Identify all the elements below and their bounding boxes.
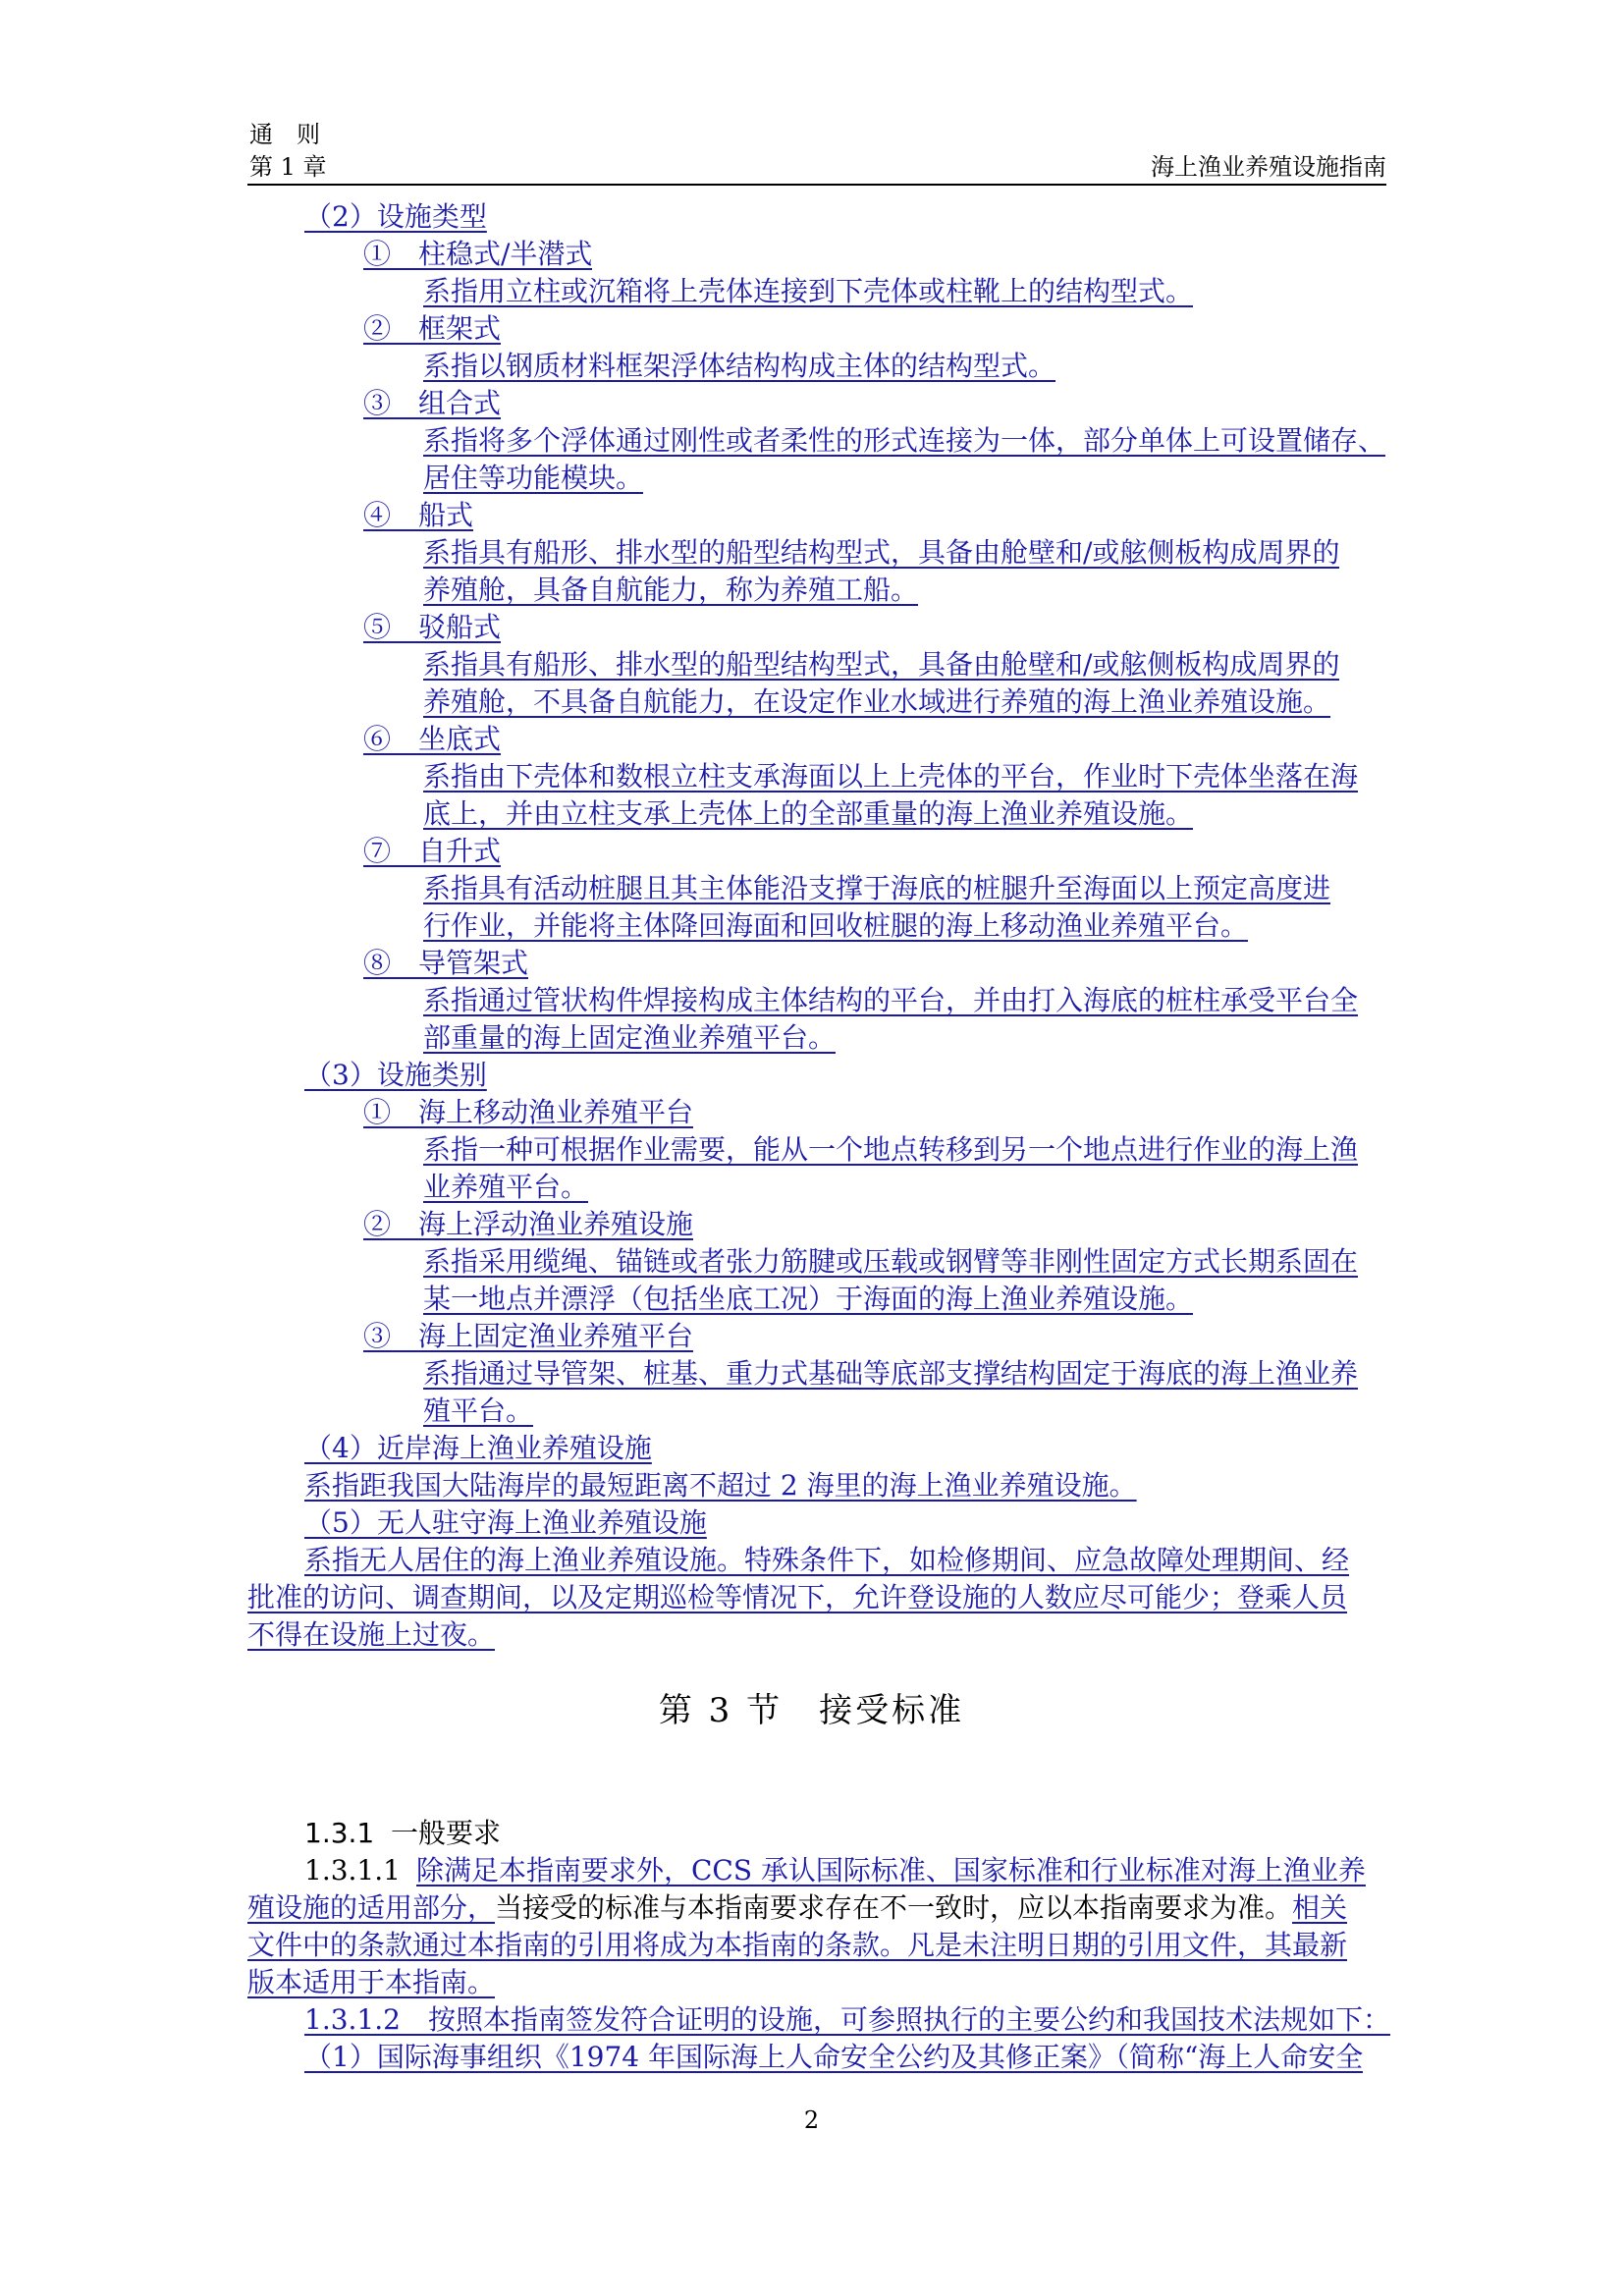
type-4-text-1: 系指具有船形、排水型的船型结构型式，具备由舱壁和/或舷侧板构成周界的 [423, 536, 1340, 569]
category-2-text-2: 某一地点并漂浮（包括坐底工况）于海面的海上渔业养殖设施。 [423, 1283, 1194, 1315]
heading-nearshore: （4）近岸海上渔业养殖设施 [304, 1432, 652, 1464]
category-1-text-2: 业养殖平台。 [423, 1171, 589, 1203]
type-5-text-1: 系指具有船形、排水型的船型结构型式，具备由舱壁和/或舷侧板构成周界的 [423, 648, 1340, 681]
type-8-text-1: 系指通过管状构件焊接构成主体结构的平台，并由打入海底的桩柱承受平台全 [423, 984, 1359, 1016]
unmanned-text-3: 不得在设施上过夜。 [247, 1618, 496, 1651]
header-part: 通 则 [249, 121, 320, 148]
heading-unmanned: （5）无人驻守海上渔业养殖设施 [304, 1506, 707, 1539]
header-book-title: 海上渔业养殖设施指南 [1151, 153, 1386, 181]
clause-2-text: 1.3.1.2 按照本指南签发符合证明的设施，可参照执行的主要公约和我国技术法规如下： [304, 2003, 1390, 2036]
clause-1-text-e: 文件中的条款通过本指南的引用将成为本指南的条款。凡是未注明日期的引用文件，其最新 [247, 1929, 1348, 1961]
type-5-text-2: 养殖舱，不具备自航能力，在设定作业水域进行养殖的海上渔业养殖设施。 [423, 685, 1331, 718]
nearshore-text: 系指距我国大陆海岸的最短距离不超过 2 海里的海上渔业养殖设施。 [304, 1469, 1137, 1502]
type-6-text-1: 系指由下壳体和数根立柱支承海面以上上壳体的平台，作业时下壳体坐落在海 [423, 760, 1359, 793]
heading-facility-types: （2）设施类型 [304, 200, 487, 233]
category-3-text-1: 系指通过导管架、桩基、重力式基础等底部支撑结构固定于海底的海上渔业养 [423, 1357, 1359, 1390]
category-1-text-1: 系指一种可根据作业需要，能从一个地点转移到另一个地点进行作业的海上渔 [423, 1133, 1359, 1166]
clause-1-text-c: 当接受的标准与本指南要求存在不一致时，应以本指南要求为准。 [495, 1891, 1293, 1924]
type-2-title: ② 框架式 [363, 312, 502, 345]
type-6-text-2: 底上，并由立柱支承上壳体上的全部重量的海上渔业养殖设施。 [423, 797, 1194, 830]
type-3-text-2: 居住等功能模块。 [423, 462, 644, 494]
clause-1-text-f: 版本适用于本指南。 [247, 1966, 496, 1998]
section-title: 第 3 节 接受标准 [658, 1691, 965, 1730]
type-8-title: ⑧ 导管架式 [363, 947, 529, 979]
type-5-title: ⑤ 驳船式 [363, 611, 502, 643]
type-7-text-1: 系指具有活动桩腿且其主体能沿支撑于海底的桩腿升至海面以上预定高度进 [423, 872, 1331, 904]
clause-1-number: 1.3.1.1 [304, 1854, 401, 1886]
type-7-text-2: 行作业，并能将主体降回海面和回收桩腿的海上移动渔业养殖平台。 [423, 909, 1249, 942]
type-3-text-1: 系指将多个浮体通过刚性或者柔性的形式连接为一体，部分单体上可设置储存、 [423, 424, 1386, 457]
header-chapter: 第 1 章 [249, 153, 327, 181]
clause-1-text-b: 殖设施的适用部分， [247, 1891, 496, 1924]
type-7-title: ⑦ 自升式 [363, 835, 502, 867]
category-1-title: ① 海上移动渔业养殖平台 [363, 1096, 694, 1128]
clause-1-line-2 [247, 1890, 1347, 1928]
unmanned-text-1: 系指无人居住的海上渔业养殖设施。特殊条件下，如检修期间、应急故障处理期间、经 [304, 1544, 1350, 1576]
type-1-text: 系指用立柱或沉箱将上壳体连接到下壳体或柱靴上的结构型式。 [423, 275, 1194, 307]
unmanned-text-2: 批准的访问、调查期间，以及定期巡检等情况下，允许登设施的人数应尽可能少；登乘人员 [247, 1581, 1348, 1613]
type-8-text-2: 部重量的海上固定渔业养殖平台。 [423, 1021, 837, 1054]
header-rule [247, 184, 1386, 186]
category-3-text-2: 殖平台。 [423, 1394, 534, 1427]
subsection-number: 1.3.1 [304, 1817, 375, 1849]
clause-2-item-1: （1）国际海事组织《1974 年国际海上人命安全公约及其修正案》（简称“海上人命安全 [304, 2041, 1364, 2073]
subsection-title: 一般要求 [391, 1817, 502, 1849]
category-2-title: ② 海上浮动渔业养殖设施 [363, 1208, 694, 1240]
type-3-title: ③ 组合式 [363, 387, 502, 419]
type-1-title: ① 柱稳式/半潜式 [363, 238, 593, 270]
type-2-text: 系指以钢质材料框架浮体结构构成主体的结构型式。 [423, 350, 1056, 382]
page-number: 2 [803, 2106, 820, 2134]
type-4-text-2: 养殖舱，具备自航能力，称为养殖工船。 [423, 574, 919, 606]
heading-facility-categories: （3）设施类别 [304, 1059, 487, 1091]
clause-1-text-a: 除满足本指南要求外，CCS 承认国际标准、国家标准和行业标准对海上渔业养 [416, 1854, 1366, 1886]
category-3-title: ③ 海上固定渔业养殖平台 [363, 1320, 694, 1352]
type-6-title: ⑥ 坐底式 [363, 723, 502, 755]
type-4-title: ④ 船式 [363, 499, 474, 531]
category-2-text-1: 系指采用缆绳、锚链或者张力筋腱或压载或钢臂等非刚性固定方式长期系固在 [423, 1245, 1359, 1278]
clause-1-text-d: 相关 [1292, 1891, 1348, 1924]
